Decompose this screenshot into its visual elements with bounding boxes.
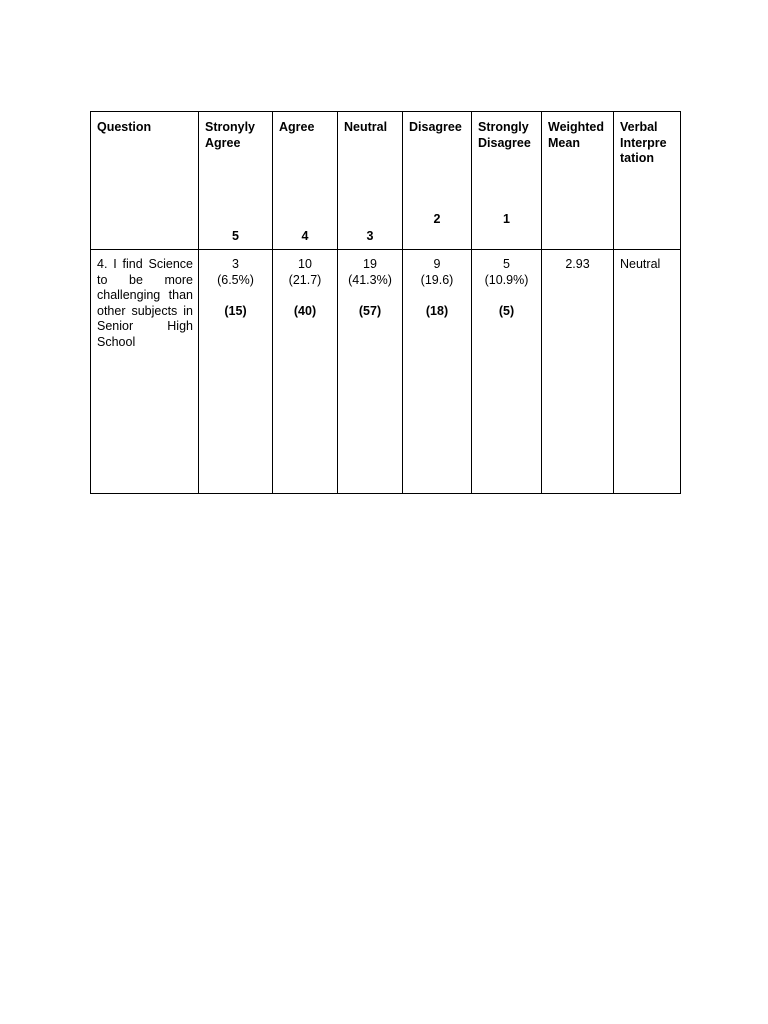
response-cell-agree	[273, 250, 338, 494]
response-count: 9	[433, 257, 441, 271]
header-row	[91, 112, 681, 250]
response-weighted: (18)	[425, 304, 449, 318]
header-strongly-disagree	[472, 112, 542, 250]
header-disagree	[403, 112, 472, 250]
header-verbal-interpretation	[614, 112, 681, 250]
header-agree	[273, 112, 338, 250]
header-label: Weighted Mean	[548, 120, 605, 150]
response-cell-disagree	[403, 250, 472, 494]
header-weighted-mean	[542, 112, 614, 250]
response-weighted: (57)	[358, 304, 382, 318]
response-percent: (6.5%)	[217, 273, 254, 287]
header-label: Strongly Disagree	[478, 120, 531, 150]
response-count: 3	[232, 257, 239, 271]
header-label: Agree	[279, 120, 315, 134]
header-score: 1	[503, 212, 510, 226]
response-cell-neutral	[338, 250, 403, 494]
header-score: 3	[366, 229, 374, 243]
response-percent: (19.6)	[420, 273, 454, 287]
response-cell-strongly-disagree	[472, 250, 542, 494]
response-weighted: (5)	[498, 304, 515, 318]
response-percent: (41.3%)	[348, 273, 392, 287]
verbal-interpretation-value: Neutral	[620, 257, 661, 271]
header-score: 2	[433, 212, 441, 226]
question-text: 4. I find Science to be more challenging than other subjects in Senior High School	[97, 257, 193, 349]
response-cell-strongly-agree	[199, 250, 273, 494]
weighted-mean-cell	[542, 250, 614, 494]
header-label: Question	[97, 120, 152, 134]
response-percent: (21.7)	[288, 273, 322, 287]
survey-results-table	[90, 111, 681, 494]
response-weighted: (40)	[293, 304, 317, 318]
response-count: 19	[363, 257, 377, 271]
header-score: 4	[301, 229, 309, 243]
header-label: Disagree	[409, 120, 462, 134]
header-strongly-agree	[199, 112, 273, 250]
response-percent: (10.9%)	[484, 273, 529, 287]
header-label: Stronyly Agree	[205, 120, 256, 150]
header-label: Verbal Interpre tation	[620, 120, 667, 165]
question-cell	[91, 250, 199, 494]
header-score: 5	[232, 229, 239, 243]
response-weighted: (15)	[224, 304, 247, 318]
header-neutral	[338, 112, 403, 250]
response-count: 10	[298, 257, 312, 271]
header-label: Neutral	[344, 120, 388, 134]
header-question	[91, 112, 199, 250]
response-count: 5	[503, 257, 510, 271]
table-row	[91, 250, 681, 494]
verbal-interpretation-cell	[614, 250, 681, 494]
weighted-mean-value: 2.93	[565, 257, 590, 271]
